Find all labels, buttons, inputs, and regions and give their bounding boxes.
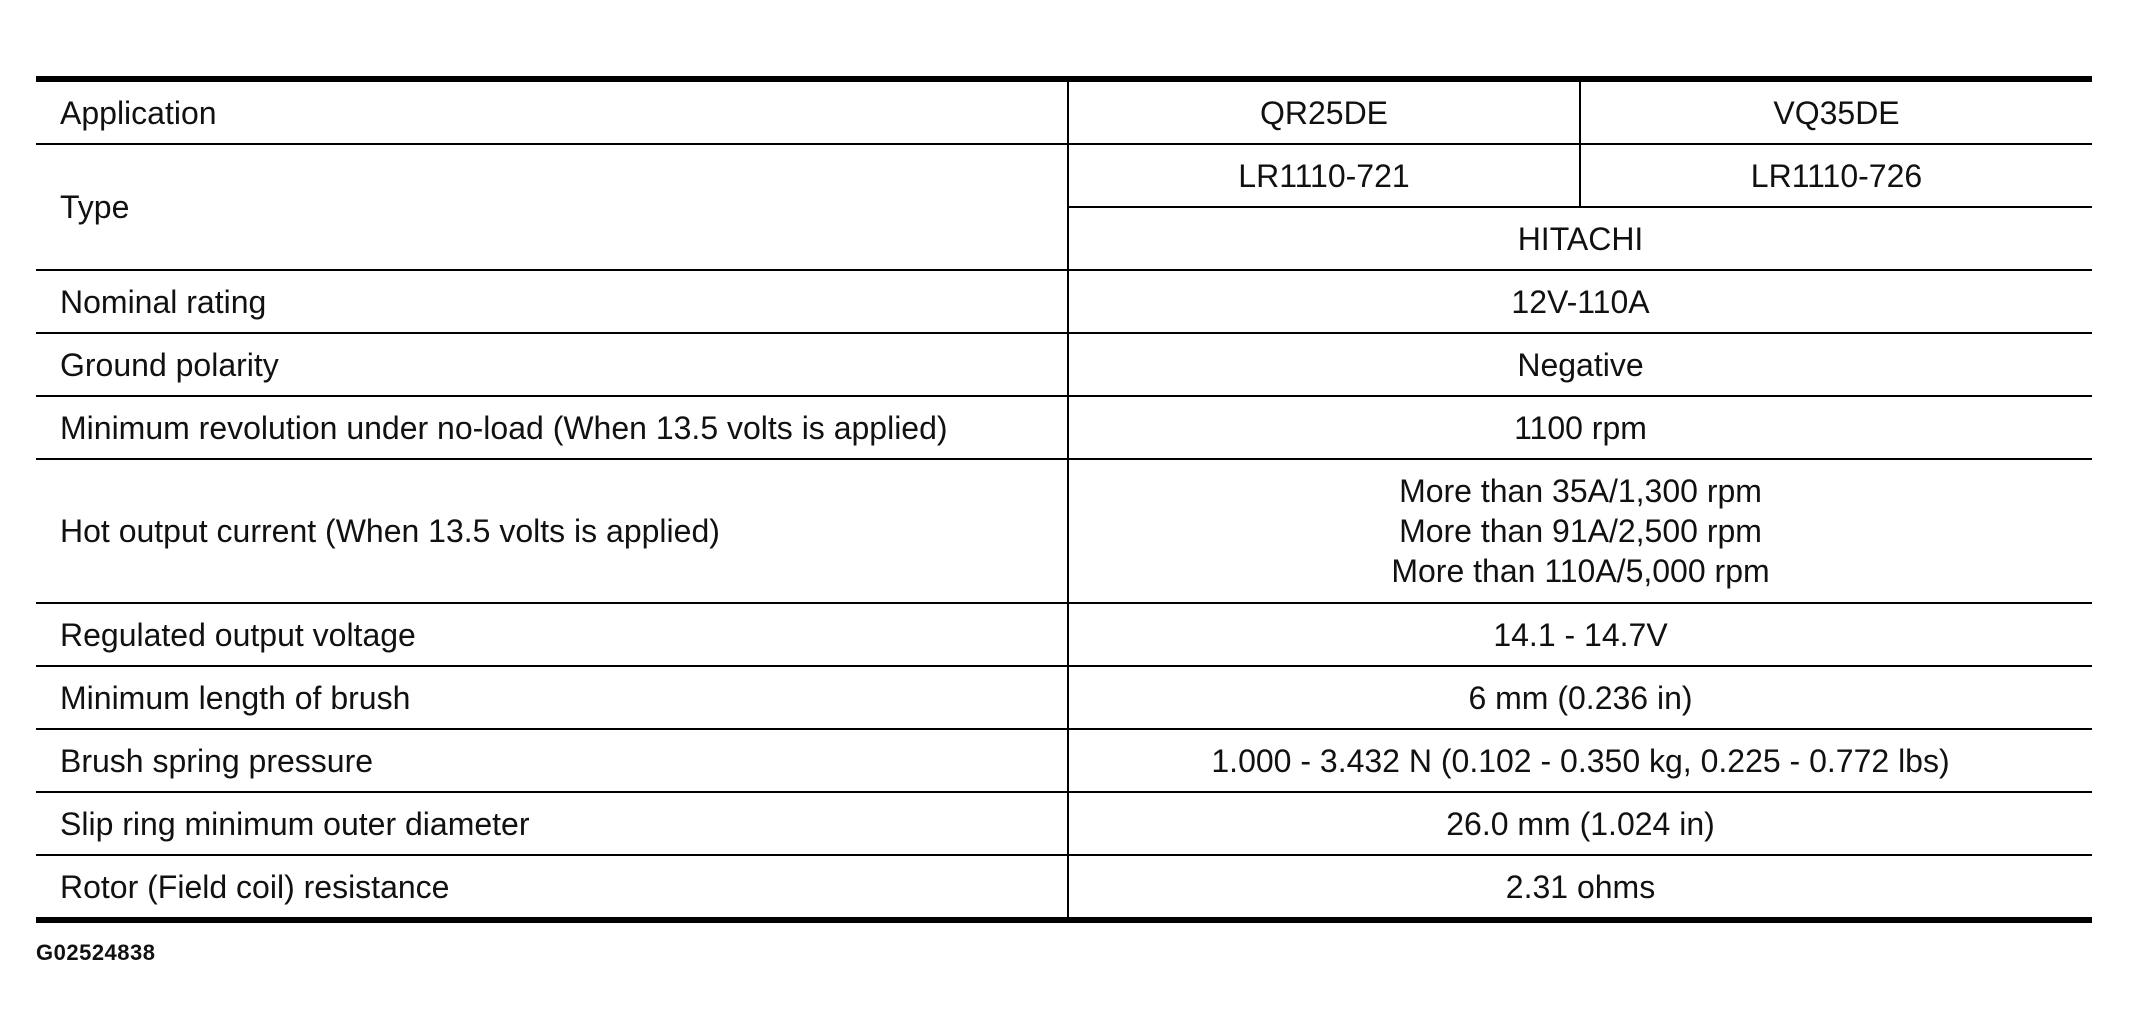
table-row-type	[36, 144, 2092, 207]
table-row	[36, 270, 2092, 333]
row-label: Brush spring pressure	[36, 729, 1068, 792]
table-row-hot-output	[36, 459, 2092, 603]
row-label: Rotor (Field coil) resistance	[36, 855, 1068, 920]
row-value: 14.1 - 14.7V	[1068, 603, 2092, 666]
hot-output-values	[1068, 459, 2092, 603]
row-label: Minimum length of brush	[36, 666, 1068, 729]
table-row	[36, 396, 2092, 459]
type-vq35de: LR1110-726	[1580, 144, 2092, 207]
row-label: Ground polarity	[36, 333, 1068, 396]
row-value: 1.000 - 3.432 N (0.102 - 0.350 kg, 0.225 - 0.772 lbs)	[1068, 729, 2092, 792]
table-row-application	[36, 79, 2092, 144]
row-label-application: Application	[60, 94, 217, 131]
maker-value: HITACHI	[1068, 207, 2092, 270]
row-value: 26.0 mm (1.024 in)	[1068, 792, 2092, 855]
engine-vq35de: VQ35DE	[1580, 79, 2092, 144]
table-row	[36, 333, 2092, 396]
row-label: Nominal rating	[36, 270, 1068, 333]
hot-output-line: More than 91A/2,500 rpm	[1399, 513, 1762, 549]
row-label: Regulated output voltage	[36, 603, 1068, 666]
row-value: Negative	[1068, 333, 2092, 396]
row-value: 6 mm (0.236 in)	[1068, 666, 2092, 729]
figure-code: G02524838	[36, 940, 156, 965]
alternator-spec-table	[36, 76, 2092, 923]
type-qr25de: LR1110-721	[1068, 144, 1580, 207]
table-row	[36, 603, 2092, 666]
row-label-type: Type	[36, 144, 1068, 270]
row-label: Minimum revolution under no-load (When 13.5 volts is applied)	[36, 396, 1068, 459]
row-label-hot-output: Hot output current (When 13.5 volts is applied)	[36, 459, 1068, 603]
table-row	[36, 729, 2092, 792]
row-label: Slip ring minimum outer diameter	[36, 792, 1068, 855]
row-value: 12V-110A	[1068, 270, 2092, 333]
engine-qr25de: QR25DE	[1068, 79, 1580, 144]
table-row	[36, 792, 2092, 855]
row-value: 2.31 ohms	[1068, 855, 2092, 920]
table-row	[36, 666, 2092, 729]
row-value: 1100 rpm	[1068, 396, 2092, 459]
hot-output-line: More than 110A/5,000 rpm	[1391, 553, 1770, 589]
hot-output-line: More than 35A/1,300 rpm	[1399, 473, 1762, 509]
table-row	[36, 855, 2092, 920]
